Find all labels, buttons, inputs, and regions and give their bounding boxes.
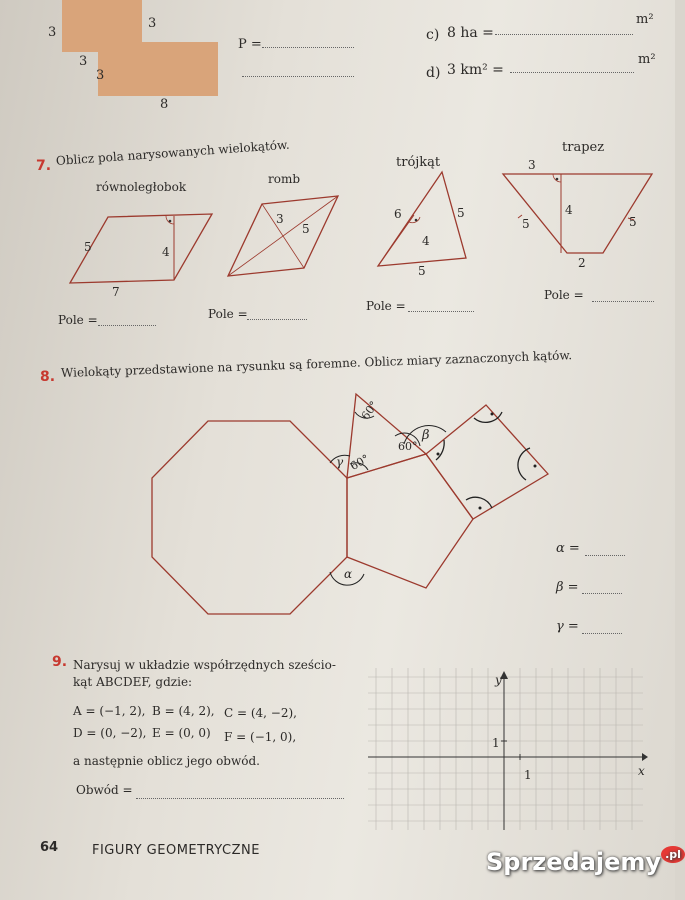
rhombus-title: romb [268, 172, 301, 186]
item-d-unit: m² [638, 52, 656, 67]
alpha-answer-label: α = [556, 541, 580, 556]
parallelogram-label-4: 4 [162, 245, 170, 259]
sixty-label-top: 60° [358, 398, 381, 423]
beta-angle-label: β [422, 428, 430, 443]
task9-instruction-line1: Narysuj w układzie współrzędnych sześcio- [73, 658, 336, 672]
watermark-text: Sprzedajemy [486, 848, 662, 876]
parallelogram-title: równoległobok [96, 180, 187, 194]
obwod-answer-line[interactable] [136, 783, 344, 799]
alpha-angle-label: α [344, 567, 353, 581]
pole-label-parallelogram: Pole = [58, 313, 98, 327]
page-number: 64 [40, 840, 59, 855]
triangle-label-4: 4 [422, 234, 430, 248]
gamma-answer-label: γ = [556, 619, 579, 634]
item-c-expr: 8 ha = [447, 25, 494, 41]
task8-instruction: Wielokąty przedstawione na rysunku są foremne. Oblicz miary zaznaczonych kątów. [60, 348, 573, 380]
task8-number: 8. [40, 369, 56, 385]
y-axis-label: y [495, 673, 502, 687]
trapezoid-title: trapez [562, 140, 605, 155]
rhombus-label-5: 5 [302, 222, 310, 236]
task9-number: 9. [52, 654, 68, 670]
item-d-expr: 3 km² = [447, 62, 504, 78]
point-d: D = (0, −2), [73, 726, 147, 740]
gamma-angle-label: γ [336, 455, 344, 469]
pole-label-triangle: Pole = [366, 299, 406, 313]
coordinate-grid[interactable] [368, 665, 648, 835]
perimeter-label: P = [238, 37, 262, 52]
beta-answer-label: β = [556, 580, 579, 595]
shape-label-step-3b: 3 [96, 68, 105, 83]
obwod-label: Obwód = [76, 783, 133, 797]
y-unit-label: 1 [492, 736, 500, 750]
rhombus-label-3: 3 [276, 212, 284, 226]
item-c-letter: c) [426, 27, 440, 43]
task9-follow-up: a następnie oblicz jego obwód. [73, 754, 260, 768]
item-d-letter: d) [426, 65, 441, 81]
beta-answer-line[interactable] [582, 580, 622, 594]
alpha-answer-line[interactable] [585, 542, 625, 556]
trapezoid-label-5-left: 5 [522, 217, 530, 231]
point-a: A = (−1, 2), [73, 704, 146, 718]
task9-instruction-line2: kąt ABCDEF, gdzie: [73, 675, 193, 689]
shape-label-step-3a: 3 [79, 54, 88, 69]
parallelogram-label-5: 5 [84, 240, 92, 254]
task7-number: 7. [36, 158, 52, 174]
octagon-shape [152, 421, 347, 614]
trapezoid-label-4: 4 [565, 203, 573, 217]
trapezoid-label-2: 2 [578, 256, 586, 270]
point-c: C = (4, −2), [224, 706, 297, 720]
watermark-logo [486, 848, 685, 876]
pole-label-trapezoid: Pole = [544, 288, 584, 302]
watermark-badge: .pl [661, 846, 685, 863]
triangle-title: trójkąt [396, 155, 441, 170]
x-axis-label: x [638, 764, 645, 778]
triangle-label-6: 6 [394, 207, 402, 221]
point-e: E = (0, 0) [152, 726, 211, 740]
point-f: F = (−1, 0), [224, 730, 297, 744]
shape-label-left-3: 3 [48, 25, 57, 40]
trapezoid-label-3: 3 [528, 158, 536, 172]
triangle-label-5-side: 5 [457, 206, 465, 220]
task7-instruction: Oblicz pola narysowanych wielokątów. [55, 137, 291, 168]
pentagon-shape [347, 451, 473, 588]
gamma-answer-line[interactable] [582, 620, 622, 634]
triangle-label-5-base: 5 [418, 264, 426, 278]
trapezoid-label-5-right: 5 [629, 215, 637, 229]
x-unit-label: 1 [524, 768, 532, 782]
point-b: B = (4, 2), [152, 704, 215, 718]
shape-label-top-3: 3 [148, 16, 157, 31]
parallelogram-label-7: 7 [112, 285, 120, 299]
sixty-label-low: 60° [348, 451, 372, 474]
item-c-unit: m² [636, 12, 654, 27]
shape-label-bottom-8: 8 [160, 97, 169, 112]
pole-label-rhombus: Pole = [208, 307, 248, 321]
chapter-title: FIGURY GEOMETRYCZNE [92, 843, 260, 858]
sixty-label-mid: 60° [398, 440, 418, 453]
